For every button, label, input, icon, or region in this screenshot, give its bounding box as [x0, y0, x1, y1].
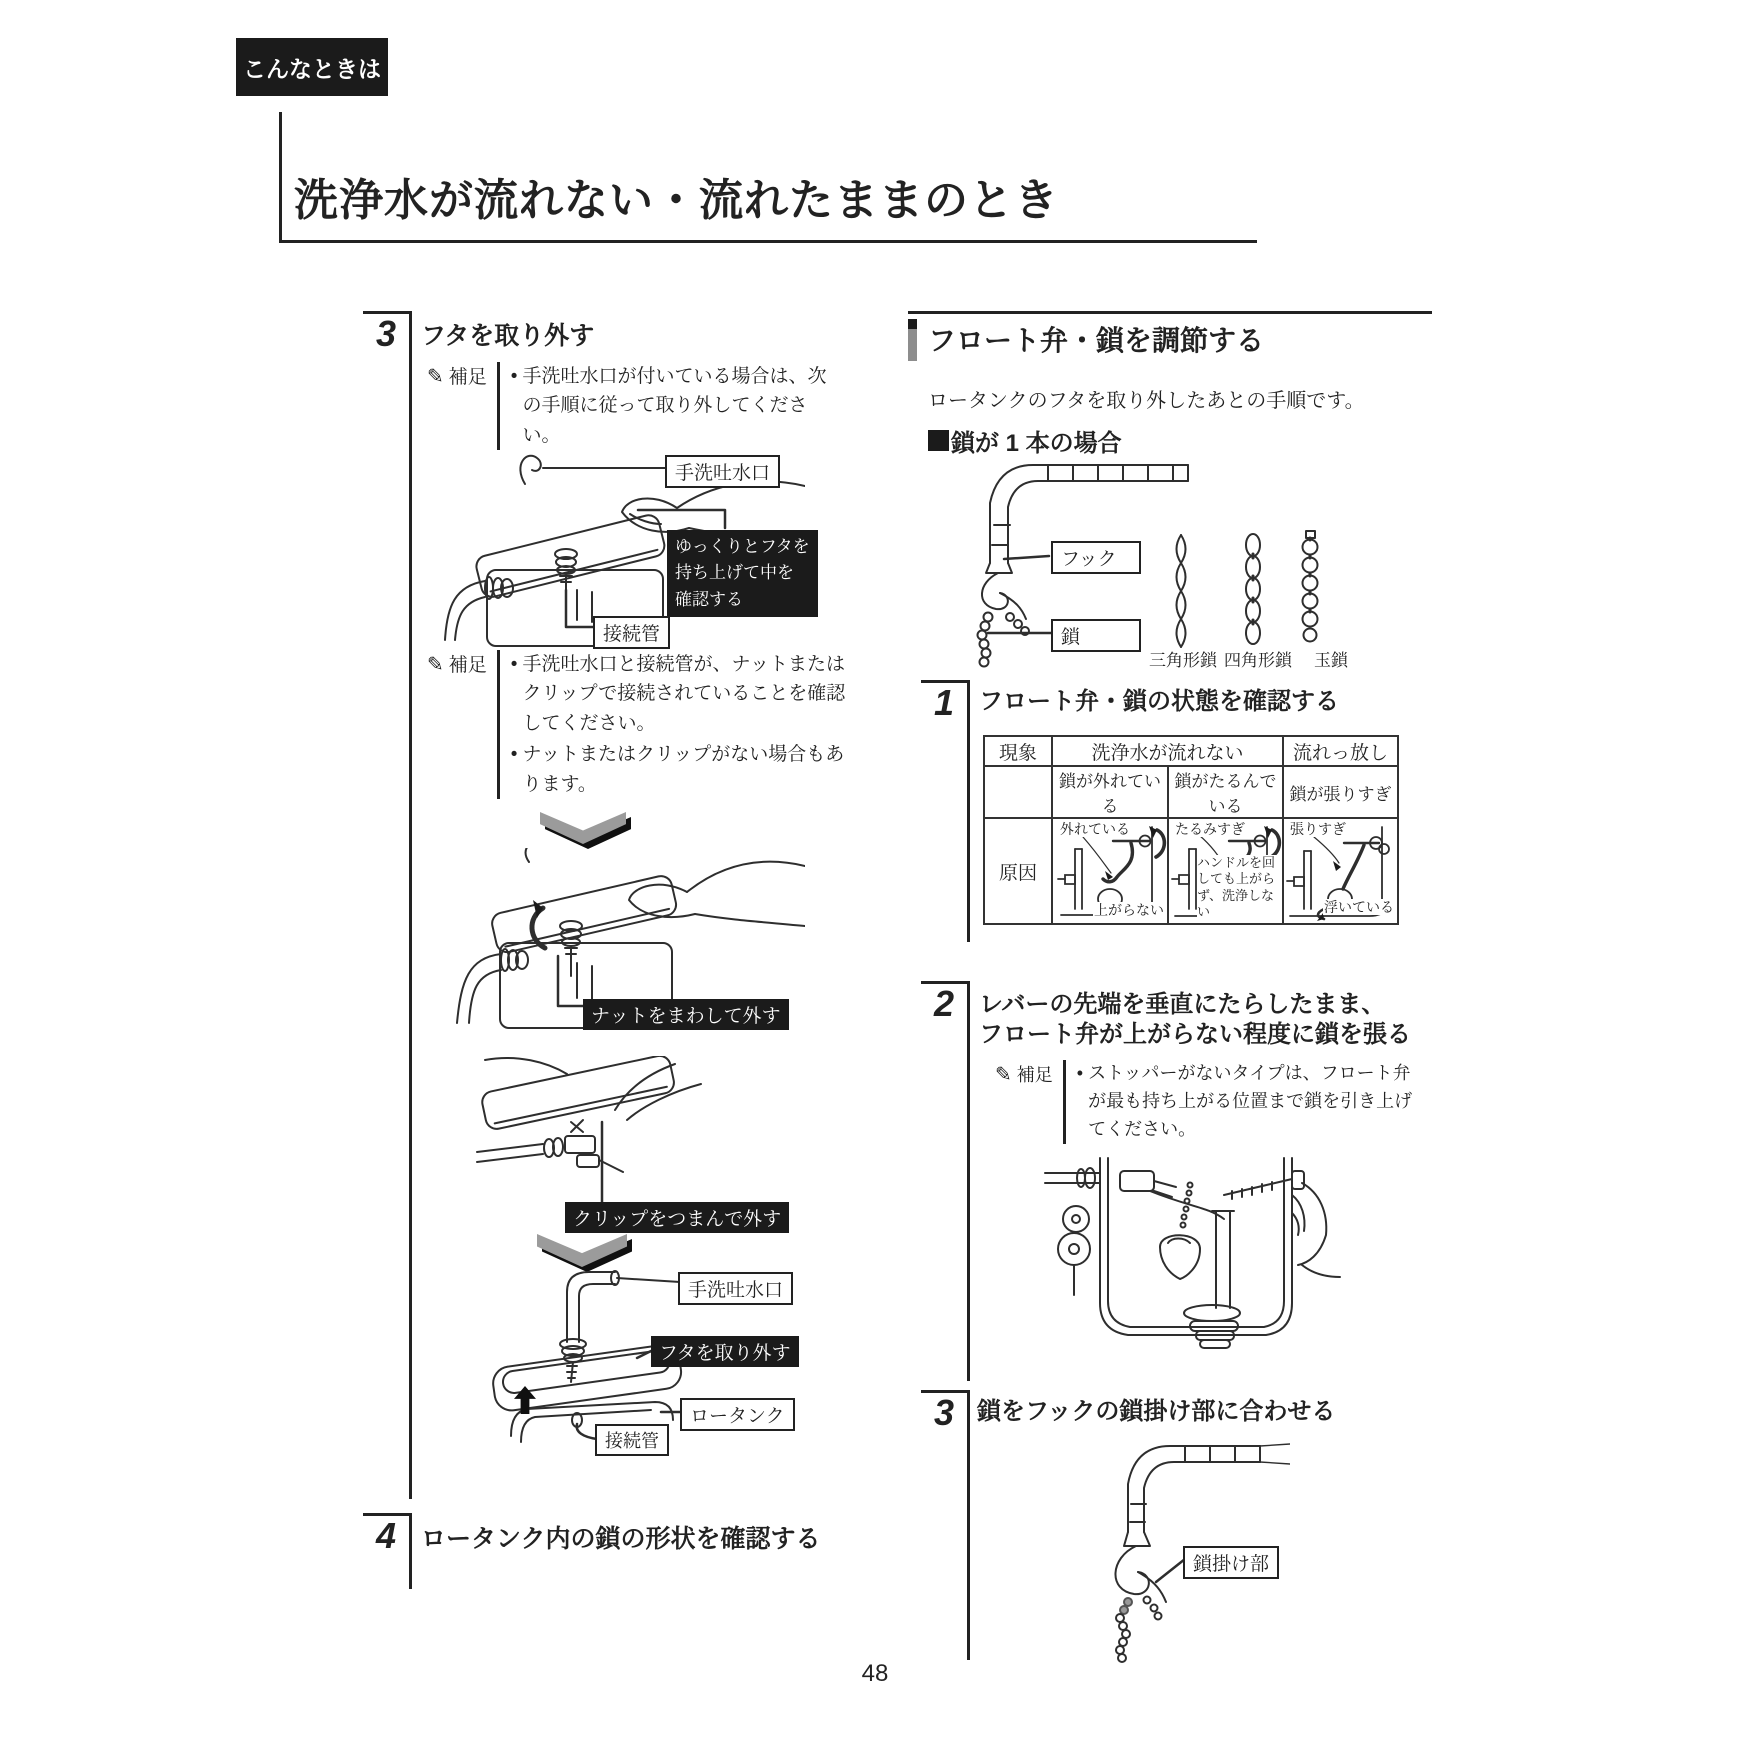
note-items [497, 362, 843, 450]
r-step1-rule [967, 680, 970, 942]
note-text: ナットまたはクリップがない場合もあります。 [522, 744, 845, 795]
cell-annotation: ハンドルを回しても上がらず、洗浄しない [1197, 855, 1281, 920]
cause-cell [1168, 818, 1283, 924]
pencil-icon: ✎ [995, 1064, 1012, 1086]
sub-header: 鎖が張りすぎ [1283, 766, 1398, 818]
r-step2-number: 2 [921, 981, 967, 1023]
hook-label: フック [1051, 541, 1141, 574]
bullet: • [510, 744, 518, 766]
cause-figure-taut [1284, 819, 1397, 923]
bullet: • [510, 654, 518, 675]
section-badge: こんなときは [236, 38, 388, 96]
clip-callout: クリップをつまんで外す [565, 1202, 789, 1233]
note-label-text: 補足 [448, 366, 487, 388]
cell-annotation: たるみすぎ [1175, 821, 1245, 837]
chain-type-caption: 四角形鎖 [1224, 651, 1292, 670]
phenomenon-header: 現象 [984, 736, 1052, 766]
cause-cell [1283, 818, 1398, 924]
section-heading-block [908, 311, 1432, 361]
hook-part-label: 鎖掛け部 [1183, 1546, 1279, 1579]
lid-callout: フタを取り外す [651, 1336, 799, 1367]
pencil-icon: ✎ [427, 366, 444, 388]
note-label-text: 補足 [1016, 1064, 1053, 1085]
step4-heading: ロータンク内の鎖の形状を確認する [421, 1525, 821, 1553]
figure-tank-internals [1040, 1143, 1350, 1371]
cause-cell [1052, 818, 1168, 924]
step3-heading: フタを取り外す [421, 322, 595, 350]
pipe-label: 接続管 [595, 1424, 669, 1456]
step3-rule [409, 311, 412, 1499]
step4-rule [409, 1513, 412, 1589]
down-arrow-icon [540, 812, 626, 844]
r-step2-rule [967, 981, 970, 1381]
empty-cell [984, 766, 1052, 818]
cell-annotation: 上がらない [1094, 901, 1164, 918]
note-block [995, 1060, 1415, 1144]
note-label [427, 362, 487, 393]
note-items [1063, 1060, 1415, 1144]
cell-annotation: 浮いている [1324, 898, 1394, 915]
figure-hook-chain [938, 455, 1398, 670]
lift-callout-line1: ゆっくりとフタを [675, 537, 810, 556]
section-intro: ロータンクのフタを取り外したあとの手順です。 [928, 390, 1365, 412]
r-step2-heading [979, 990, 1411, 1050]
lift-callout-line3: 確認する [675, 589, 743, 609]
note-text: ストッパーがないタイプは、フロート弁が最も持ち上がる位置まで鎖を引き上げてください。 [1088, 1063, 1413, 1139]
sub-header: 鎖がたるんでいる [1168, 766, 1283, 818]
note-item [511, 740, 859, 799]
bullet: • [1076, 1063, 1084, 1083]
section-heading: フロート弁・鎖を調節する [928, 325, 1265, 356]
spout-label: 手洗吐水口 [665, 455, 780, 488]
title-vertical-rule [279, 112, 282, 241]
note-block [427, 650, 859, 799]
note-text: 手洗吐水口と接続管が、ナットまたはクリップで接続されていることを確認してください。 [522, 654, 846, 734]
title-underline [279, 240, 1257, 243]
chain-type-caption: 三角形鎖 [1149, 651, 1217, 670]
r-step2-heading-line2: フロート弁が上がらない程度に鎖を張る [979, 1021, 1411, 1048]
step4-number: 4 [363, 1513, 409, 1555]
note-label [427, 650, 487, 681]
step3-number: 3 [363, 311, 409, 353]
r-step1-number: 1 [921, 680, 967, 722]
page-title: 洗浄水が流れない・流れたままのとき [294, 176, 1059, 225]
r-step1-heading: フロート弁・鎖の状態を確認する [979, 688, 1339, 715]
flow-header: 流れっ放し [1283, 736, 1398, 766]
r-step2-heading-line1: レバーの先端を垂直にたらしたまま、 [979, 991, 1386, 1018]
note-label-text: 補足 [448, 654, 487, 676]
r-step3-heading: 鎖をフックの鎖掛け部に合わせる [977, 1398, 1336, 1425]
note-item [1077, 1060, 1415, 1144]
flow-header: 洗浄水が流れない [1052, 736, 1283, 766]
sub-heading-text: 鎖が 1 本の場合 [951, 430, 1122, 457]
note-item [511, 362, 843, 450]
sub-heading [928, 423, 1122, 458]
chain-type-caption: 玉鎖 [1314, 651, 1348, 670]
note-text: 手洗吐水口が付いている場合は、次の手順に従って取り外してください。 [522, 366, 827, 446]
cause-header: 原因 [984, 818, 1052, 924]
lift-callout [667, 530, 818, 617]
note-label [995, 1060, 1053, 1091]
note-block [427, 362, 843, 450]
note-items [497, 650, 859, 799]
spout-label: 手洗吐水口 [678, 1272, 793, 1305]
heading-accent-bar [908, 319, 917, 361]
tank-label: ロータンク [680, 1398, 795, 1431]
page-number: 48 [861, 1660, 889, 1687]
pencil-icon: ✎ [427, 654, 444, 676]
cause-figure-slack [1169, 819, 1282, 923]
cell-annotation: 張りすぎ [1290, 821, 1346, 837]
note-item [511, 650, 859, 738]
bullet: • [510, 366, 518, 387]
nut-callout: ナットをまわして外す [583, 999, 789, 1030]
lift-callout-line2: 持ち上げて中を [675, 563, 794, 583]
r-step3-number: 3 [921, 1390, 967, 1432]
cell-annotation: 外れている [1060, 821, 1130, 837]
condition-table [983, 735, 1399, 925]
cause-figure-detached [1053, 819, 1167, 923]
sub-header: 鎖が外れている [1052, 766, 1168, 818]
pipe-label: 接続管 [593, 616, 670, 649]
square-bullet-icon [928, 430, 949, 451]
chain-label: 鎖 [1051, 619, 1141, 652]
